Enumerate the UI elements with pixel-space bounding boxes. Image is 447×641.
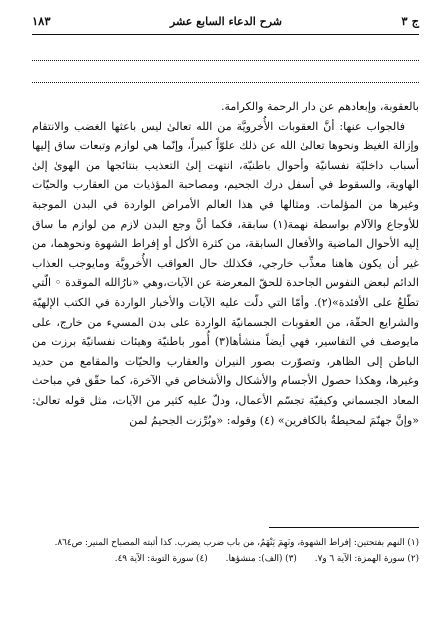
dotted-rule bbox=[32, 82, 419, 83]
dotted-rule bbox=[32, 60, 419, 61]
paragraph: فالجواب عنها: أنَّ العقوبات الأُخرويَّة من الله تعالىٰ ليس باعثها الغضب والانتقام وإزالة الغيظ ونحوها تعالىٰ الله عن ذلك علوّاً كبيراً، وإنّما هي لوازم وتبعات ساق إليها أسباب داخليّة نفسانيّة وأحوال باطنيّة، انتهت إلىٰ التعذيب بنتائجها من الهوىٰ إلىٰ الهاوية، والسقوط في أسفل درك الجحيم، ومصاحبة المؤذيات من العقارب والحيّات وغيرها من المؤلمات. ومثالها في هذا العالم الأمراض الواردة في البدن الموجبة للأوجاع والآلام بواسطة نهمة(١) سابقة، فكما أنَّ وجع البدن لازم من لوازم ما ساق إليه الأحوال الماضية والأفعال السابقة، من كثرة الأكل أو إفراط الشهوة ونحوهما، من غير أن يكون هاهنا معذِّب خارجي، فكذلك حال العواقب الأُخرويَّة ومايوجب العذاب الدائم لبعض النفوس الجاحدة للحقّ المعرضة عن الآيات،وهي «نارُالله الموقدة ◦ الّتي تطّلعُ على الأفئدة»(٢). وأمّا التي دلّت عليه الآيات والأخبار الواردة في الكتب الإلهيّة والشرايع الحقّة، من العقوبات الجسمانيّة الواردة على بدن المسيء من خارج، على مايوصف في التفاسير، فهي أيضاً منشأها(٣) أُمور باطنيّة وهيئات نفسانيّة برزت من الباطن إلى الظاهر، وتصوّرت بصور النيران والعقارب والحيّات والمقامع من حديد وغيرها، وهكذا حصول الأجسام والأشكال والأشخاص في الآخرة، كما حقّق في مباحث المعاد الجسماني وكيفيّة تجسّم الأعمال، ودلّ عليه كثير من الآيات، مثل قوله تعالىٰ: «وإنَّ جهنّمَ لمحيطةٌ بالكافرين» (٤) وقوله: «وبُرِّزت الجحيمُ لمن bbox=[32, 119, 420, 427]
page-number: ١٨٣ bbox=[32, 14, 51, 28]
paragraph: بالعقوبة، وإبعادهم عن دار الرحمة والكرامة. bbox=[220, 100, 419, 113]
page-header bbox=[32, 10, 419, 32]
footnote-row bbox=[32, 551, 419, 567]
running-title: شرح الدعاء السابع عشر bbox=[169, 14, 282, 28]
footnote: (٣) (الف): منشؤها. bbox=[225, 554, 297, 564]
footnote: (٢) سورة الهمزة: الآية ٦ و٧. bbox=[314, 554, 419, 564]
footnotes bbox=[32, 535, 419, 567]
footnote-rule bbox=[269, 527, 419, 528]
volume-label: ج ٣ bbox=[401, 14, 419, 28]
footnote: (٤) سورة التوبة: الآية ٤٩. bbox=[114, 554, 208, 564]
footnote: (١) النهم بفتحتين: إفراط الشهوة، ونَهِمَ يَنْهَمُ، من باب ضرب يضرب. كذا أثبته المصباح المنير: ص٨٦٤. bbox=[54, 538, 419, 548]
main-text bbox=[32, 97, 419, 430]
header-rule bbox=[32, 34, 419, 35]
